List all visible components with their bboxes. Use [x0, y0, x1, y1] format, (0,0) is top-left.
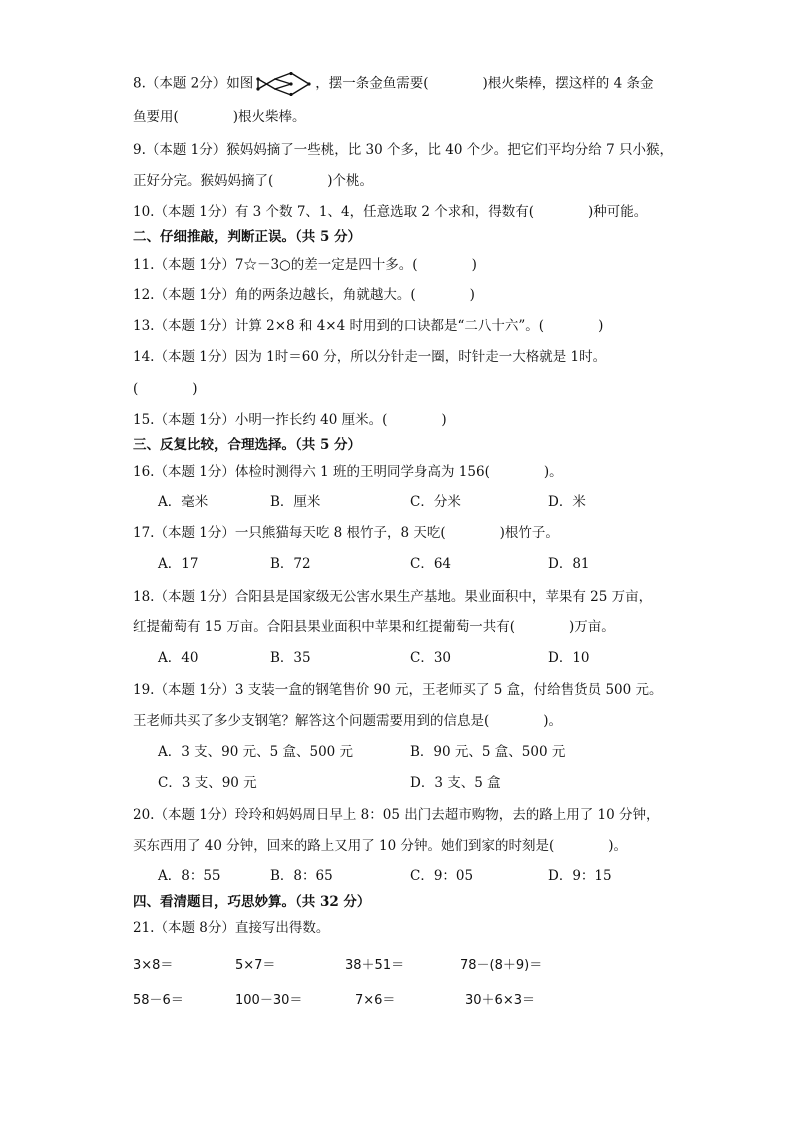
question-16-option-d[interactable]: D．米	[548, 494, 586, 510]
question-17-option-d[interactable]: D．81	[548, 556, 590, 572]
question-17-option-c[interactable]: C．64	[410, 556, 452, 572]
question-18-option-a[interactable]: A．40	[158, 650, 199, 666]
question-20-option-a[interactable]: A．8：55	[158, 868, 221, 884]
question-9-line-1: 9.（本题 1分）猴妈妈摘了一些桃，比 30 个多，比 40 个少。把它们平均分给 7 只小猴，	[133, 142, 673, 158]
calc-item-3: 38＋51＝	[345, 958, 405, 973]
question-20-line-1: 20.（本题 1分）玲玲和妈妈周日早上 8：05 出门去超市购物，去的路上用了 10 分钟，	[133, 807, 660, 823]
section-2-heading: 二、仔细推敲，判断正误。（共 5 分）	[133, 229, 362, 245]
question-16-option-a[interactable]: A．毫米	[158, 494, 209, 510]
question-19-line-2: 王老师共买了多少支钢笔？解答这个问题需要用到的信息是( )。	[133, 713, 563, 729]
section-3-heading: 三、反复比较，合理选择。（共 5 分）	[133, 437, 362, 453]
question-14-line-1: 14.（本题 1分）因为 1时＝60 分，所以分针走一圈，时针走一大格就是 1时。	[133, 349, 607, 365]
question-19-option-b[interactable]: B．90 元、5 盒、500 元	[410, 744, 566, 760]
question-18-option-b[interactable]: B．35	[270, 650, 311, 666]
question-17-option-b[interactable]: B．72	[270, 556, 311, 572]
question-15-line-1: 15.（本题 1分）小明一拃长约 40 厘米。( )	[133, 412, 447, 428]
question-19-line-1: 19.（本题 1分）3 支装一盒的钢笔售价 90 元，王老师买了 5 盒，付给售货员 500 元。	[133, 682, 663, 698]
question-8-text-a: 8.（本题 2分）如图	[133, 75, 254, 92]
question-17-line-1: 17.（本题 1分）一只熊猫每天吃 8 根竹子，8 天吃( )根竹子。	[133, 525, 559, 541]
question-13-line-1: 13.（本题 1分）计算 2×8 和 4×4 时用到的口诀都是“二八十六”。( )	[133, 318, 604, 334]
calc-item-8: 30＋6×3＝	[465, 993, 535, 1008]
question-20-line-2: 买东西用了 40 分钟，回来的路上又用了 10 分钟。她们到家的时刻是( )。	[133, 838, 628, 854]
calc-item-6: 100－30＝	[235, 993, 303, 1008]
question-9-line-2: 正好分完。猴妈妈摘了( )个桃。	[133, 173, 374, 189]
question-10-line-1: 10.（本题 1分）有 3 个数 7、1、4，任意选取 2 个求和，得数有( )种可能。	[133, 204, 648, 220]
question-8-line-1	[133, 72, 653, 96]
question-16-option-b[interactable]: B．厘米	[270, 494, 321, 510]
question-20-option-d[interactable]: D．9：15	[548, 868, 612, 884]
question-8-line-2: 鱼要用( )根火柴棒。	[133, 109, 306, 125]
question-14-line-2: ( )	[133, 381, 198, 397]
question-20-option-c[interactable]: C．9：05	[410, 868, 474, 884]
question-12-line-1: 12.（本题 1分）角的两条边越长，角就越大。( )	[133, 287, 475, 303]
question-20-option-b[interactable]: B．8：65	[270, 868, 333, 884]
question-8-text-b: ，摆一条金鱼需要( )根火柴棒，摆这样的 4 条金	[315, 75, 654, 92]
question-16-line-1: 16.（本题 1分）体检时测得六 1 班的王明同学身高为 156( )。	[133, 464, 563, 480]
question-19-option-c[interactable]: C．3 支、90 元	[158, 775, 257, 791]
question-17-option-a[interactable]: A．17	[158, 556, 199, 572]
calc-item-4: 78－(8＋9)＝	[460, 958, 543, 973]
calc-item-5: 58－6＝	[133, 993, 184, 1008]
question-19-option-a[interactable]: A．3 支、90 元、5 盒、500 元	[158, 744, 354, 760]
question-21-line-1: 21.（本题 8分）直接写出得数。	[133, 920, 330, 936]
question-19-option-d[interactable]: D．3 支、5 盒	[410, 775, 501, 791]
section-4-heading: 四、看清题目，巧思妙算。（共 32 分）	[133, 894, 371, 910]
question-18-option-c[interactable]: C．30	[410, 650, 452, 666]
calc-item-2: 5×7＝	[235, 958, 276, 973]
question-18-option-d[interactable]: D．10	[548, 650, 590, 666]
matchstick-goldfish-figure	[255, 72, 313, 96]
calc-item-1: 3×8＝	[133, 958, 174, 973]
calc-item-7: 7×6＝	[355, 993, 396, 1008]
question-18-line-1: 18.（本题 1分）合阳县是国家级无公害水果生产基地。果业面积中，苹果有 25 万亩，	[133, 589, 653, 605]
question-18-line-2: 红提葡萄有 15 万亩。合阳县果业面积中苹果和红提葡萄一共有( )万亩。	[133, 619, 615, 635]
question-16-option-c[interactable]: C．分米	[410, 494, 461, 510]
question-11-line-1: 11.（本题 1分）7☆－3○的差一定是四十多。( )	[133, 257, 477, 273]
